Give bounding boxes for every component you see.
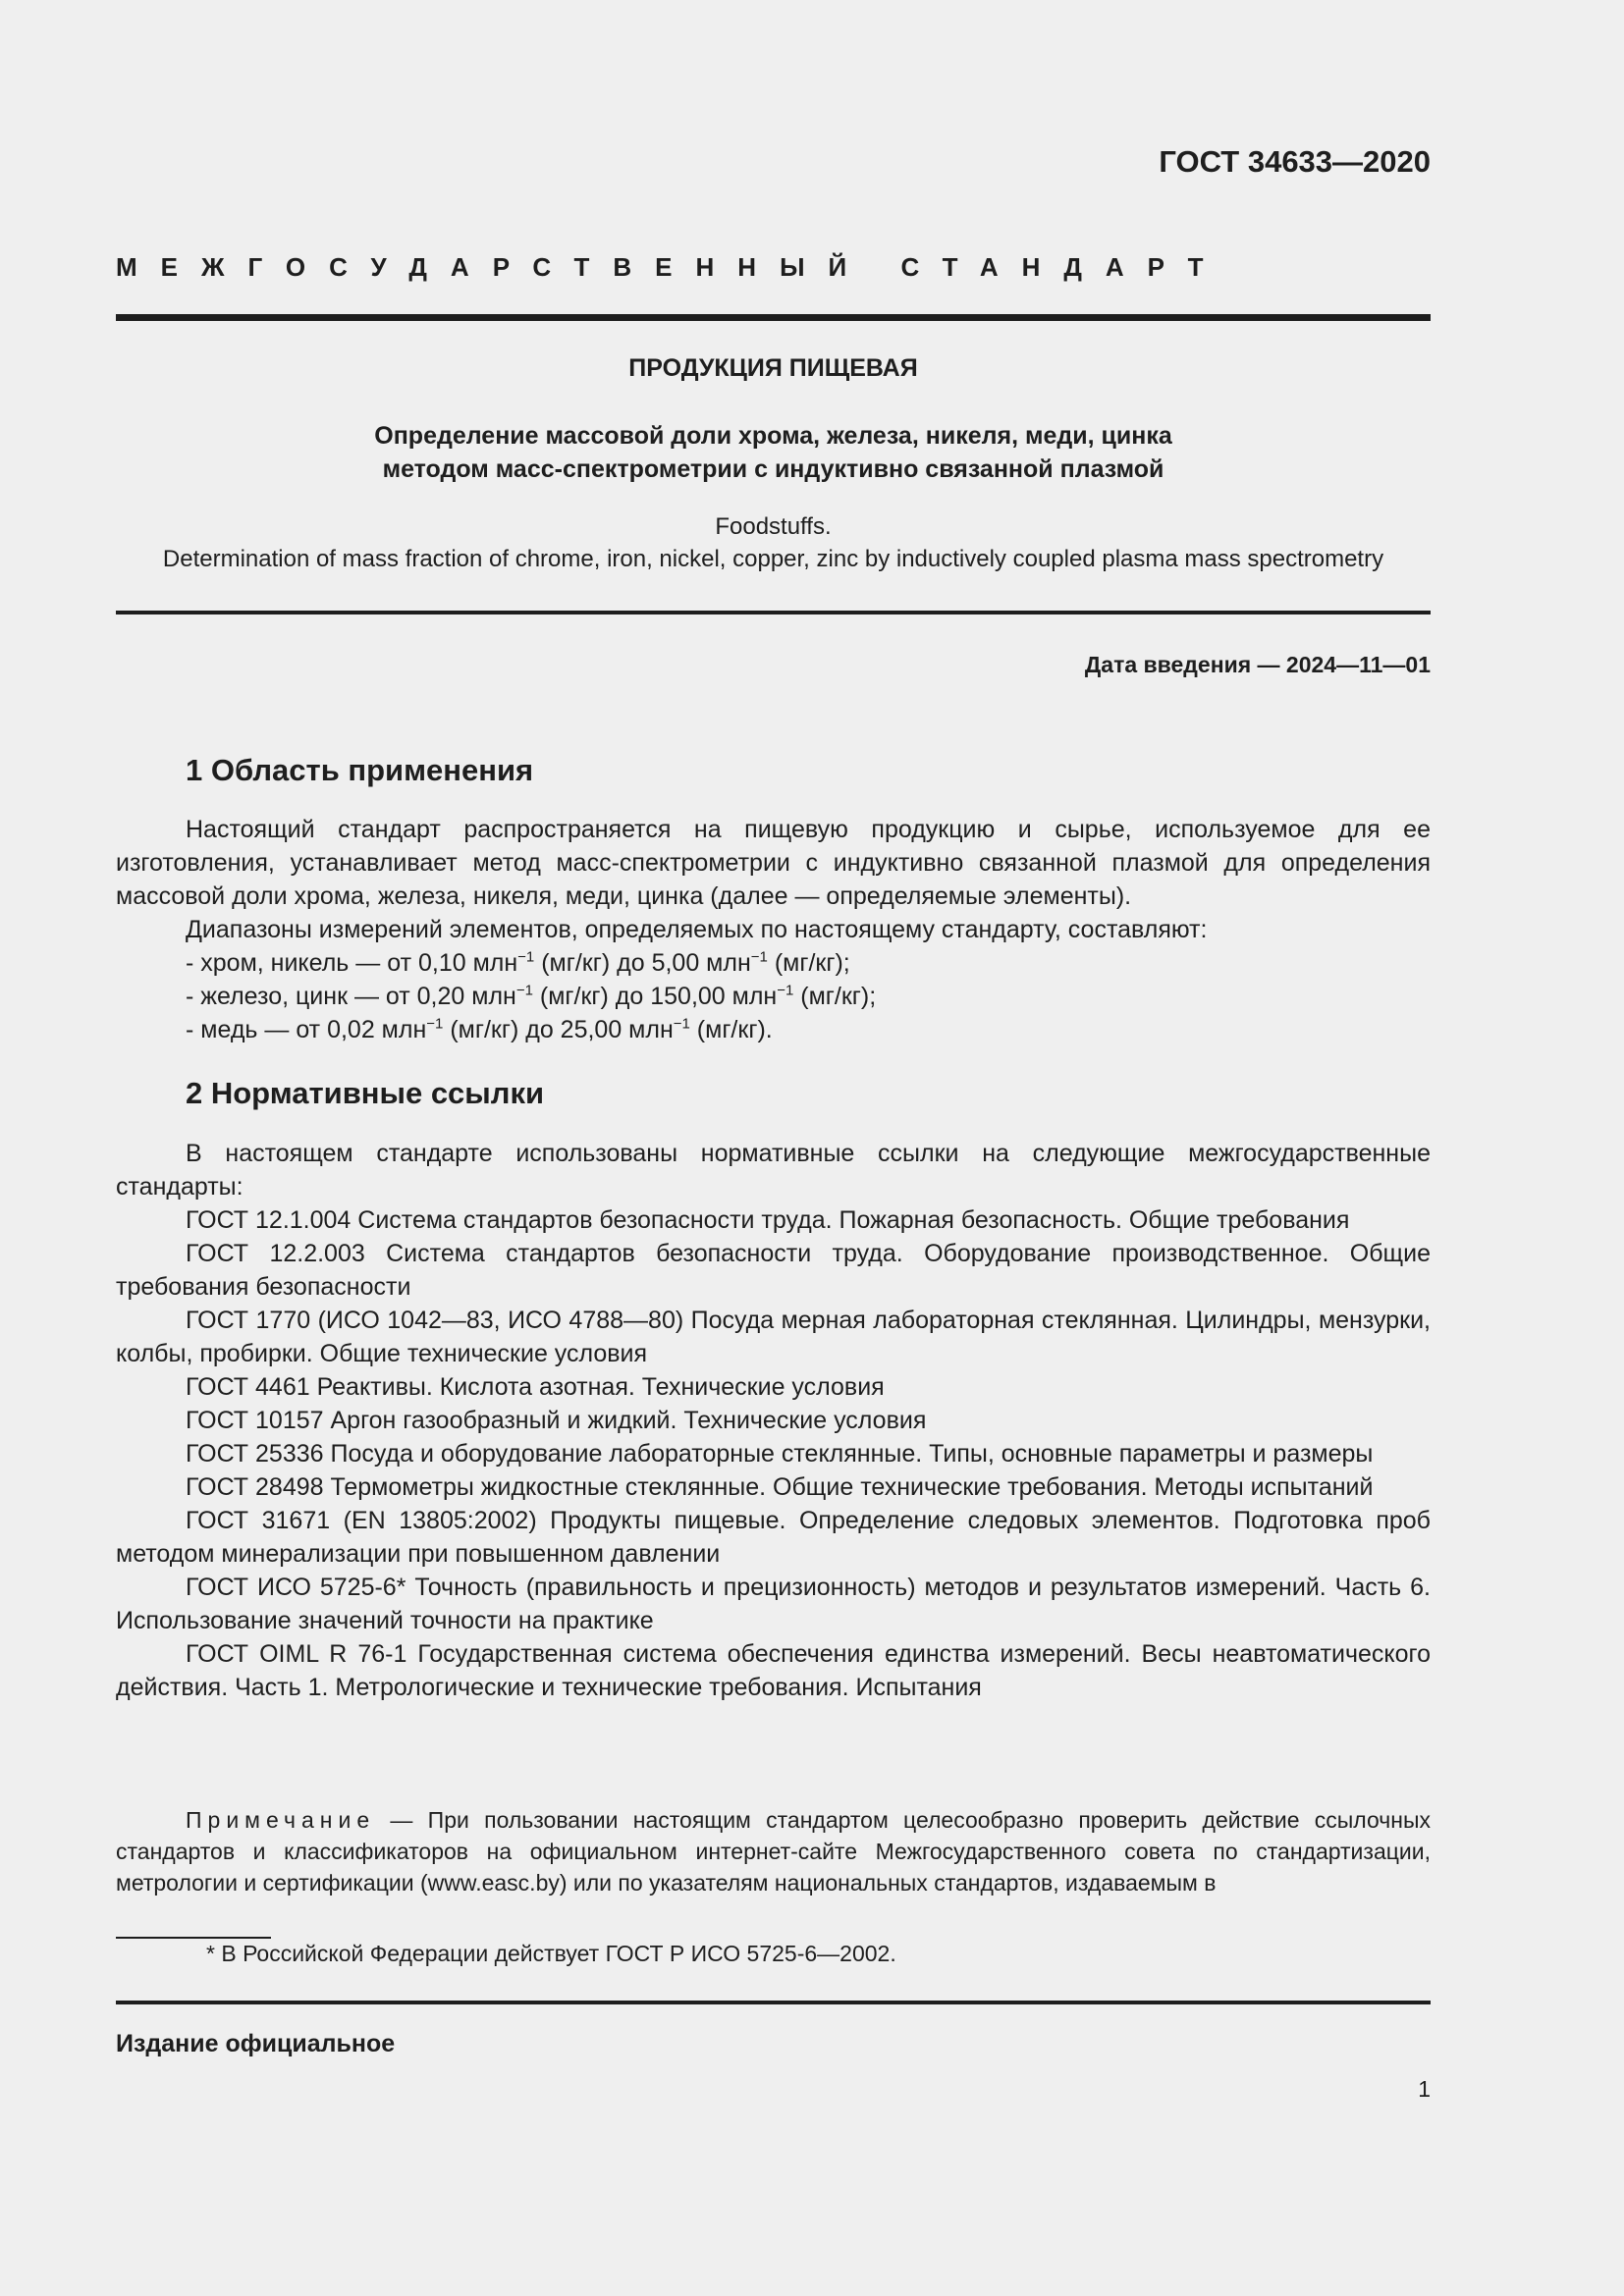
header-rule xyxy=(116,314,1431,321)
note-paragraph xyxy=(116,1804,1431,1898)
range-item: - хром, никель — от 0,10 млн$^{-1}$ (мг/кг) до 5,00 млн$^{-1}$ (мг/кг); xyxy=(186,948,850,977)
note-label: Примечание xyxy=(186,1807,376,1833)
section-1-heading: 1 Область применения xyxy=(186,753,534,787)
note-text: — При пользовании настоящим стандартом целесообразно проверить действие ссылочных стандартов и классификаторов на официальном интернет-сайте Межгосударственного совета по стандартизации, метрологии и сертификации (www.easc.by) или по указателям национальных стандартов, издаваемым в xyxy=(116,1807,1431,1896)
edition-label: Издание официальное xyxy=(116,2030,396,2057)
scope-paragraph: Настоящий стандарт распространяется на пищевую продукцию и сырье, используемое для ее изготовления, устанавливает метод масс-спектрометрии с индуктивно связанной плазмой для определения массовой доли хрома, железа, никеля, меди, цинка (далее — определяемые элементы). xyxy=(116,816,1431,910)
title-rule xyxy=(116,611,1431,614)
section-1-body xyxy=(116,813,1431,1046)
subtitle-line-1: Определение массовой доли хрома, железа, никеля, меди, цинка xyxy=(374,422,1172,450)
document-title: ПРОДУКЦИЯ ПИЩЕВАЯ xyxy=(628,354,918,382)
footnote-separator xyxy=(116,1937,271,1939)
footer-rule xyxy=(116,2001,1431,2004)
reference-item: ГОСТ 1770 (ИСО 1042—83, ИСО 4788—80) Посуда мерная лабораторная стеклянная. Цилиндры, мензурки, колбы, пробирки. Общие технические условия xyxy=(116,1307,1431,1367)
reference-item: ГОСТ ИСО 5725-6* Точность (правильность и прецизионность) методов и результатов измерений. Часть 6. Использование значений точности на практике xyxy=(116,1574,1431,1634)
english-title-line-1: Foodstuffs. xyxy=(715,513,832,540)
introduction-date: Дата введения — 2024—11—01 xyxy=(1084,652,1431,677)
document-number: ГОСТ 34633—2020 xyxy=(1159,144,1431,179)
reference-item: ГОСТ 10157 Аргон газообразный и жидкий. Технические условия xyxy=(186,1407,927,1434)
reference-item: ГОСТ 4461 Реактивы. Кислота азотная. Технические условия xyxy=(186,1373,885,1401)
subtitle-line-2: методом масс-спектрометрии с индуктивно связанной плазмой xyxy=(382,455,1164,483)
english-title-line-2: Determination of mass fraction of chrome, iron, nickel, copper, zinc by inductively coupled plasma mass spectrometry xyxy=(162,546,1384,572)
reference-item: ГОСТ 25336 Посуда и оборудование лабораторные стеклянные. Типы, основные параметры и размеры xyxy=(186,1440,1374,1468)
reference-item: ГОСТ OIML R 76-1 Государственная система обеспечения единства измерений. Весы неавтоматического действия. Часть 1. Метрологические и технические требования. Испытания xyxy=(116,1640,1431,1701)
reference-item: ГОСТ 31671 (EN 13805:2002) Продукты пищевые. Определение следовых элементов. Подготовка проб методом минерализации при повышенном давлении xyxy=(116,1507,1431,1568)
reference-item: ГОСТ 28498 Термометры жидкостные стеклянные. Общие технические требования. Методы испытаний xyxy=(186,1473,1374,1501)
footnote: * В Российской Федерации действует ГОСТ Р ИСО 5725-6—2002. xyxy=(206,1941,896,1966)
section-2-heading: 2 Нормативные ссылки xyxy=(186,1076,545,1110)
ranges-intro: Диапазоны измерений элементов, определяемых по настоящему стандарту, составляют: xyxy=(186,916,1208,943)
reference-item: ГОСТ 12.2.003 Система стандартов безопасности труда. Оборудование производственное. Общие требования безопасности xyxy=(116,1240,1431,1301)
reference-item: ГОСТ 12.1.004 Система стандартов безопасности труда. Пожарная безопасность. Общие требования xyxy=(186,1206,1350,1234)
range-item: - медь — от 0,02 млн$^{-1}$ (мг/кг) до 25,00 млн$^{-1}$ (мг/кг). xyxy=(186,1015,773,1043)
range-item: - железо, цинк — от 0,20 млн$^{-1}$ (мг/кг) до 150,00 млн$^{-1}$ (мг/кг); xyxy=(186,982,877,1010)
standard-type-banner: МЕЖГОСУДАРСТВЕННЫЙ СТАНДАРТ xyxy=(116,252,1227,282)
document-subtitle xyxy=(116,419,1431,486)
references-intro: В настоящем стандарте использованы нормативные ссылки на следующие межгосударственные стандарты: xyxy=(116,1140,1431,1201)
english-title xyxy=(116,510,1431,575)
section-2-body xyxy=(116,1137,1431,1704)
page-number: 1 xyxy=(1418,2076,1431,2102)
